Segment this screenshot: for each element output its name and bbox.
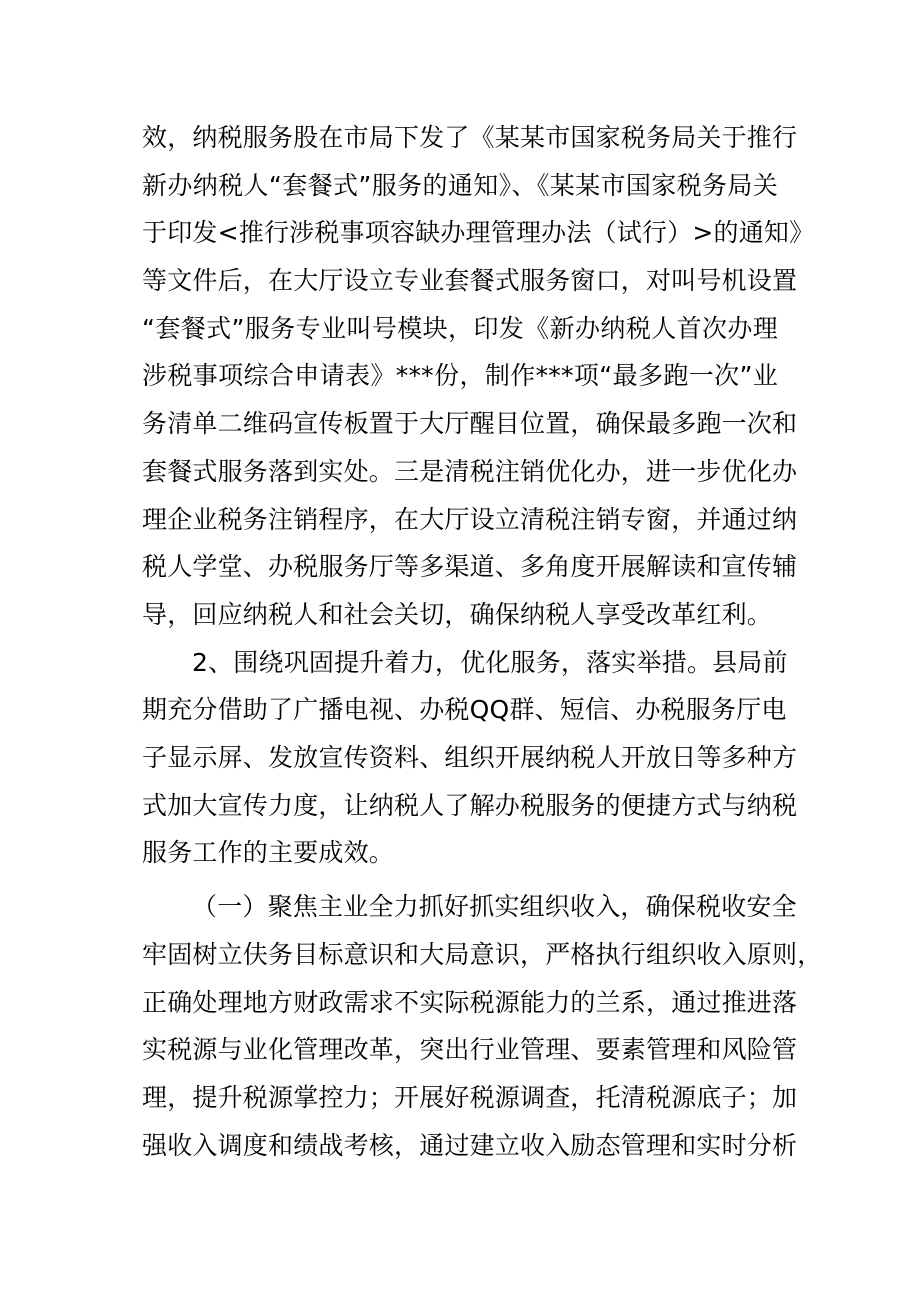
text-line: 牢固树立伕务目标意识和大局意识，严格执行组织收入原则， xyxy=(142,940,823,969)
text-line: 套餐式服务落到实处。三是清税注销优化办，进一步优化办 xyxy=(142,457,798,486)
text-line: 理企业税务注销程序，在大厅设立清税注销专窗，并通过纳 xyxy=(142,505,798,534)
text-line: 式加大宣传力度，让纳税人了解办税服务的便捷方式与纳税 xyxy=(142,791,798,820)
text-line: 导，回应纳税人和社会关切，确保纳税人享受改革红利。 xyxy=(142,600,773,629)
text-line: 2、围绕巩固提升着力，优化服务，落实举措。县局前 xyxy=(192,648,788,677)
text-line: 新办纳税人“套餐式”服务的通知》、《某某市国家税务局关 xyxy=(142,171,778,200)
text-line: 服务工作的主要成效。 xyxy=(142,838,395,867)
text-line: 正确处理地方财政需求不实际税源能力的兰系，通过推进落 xyxy=(142,988,798,1017)
text-line: 效，纳税服务股在市局下发了《某某市国家税务局关于推行 xyxy=(142,123,798,152)
text-line: 税人学堂、办税服务厅等多渠道、多角度开展解读和宣传辅 xyxy=(142,552,798,581)
text-line: 务清单二维码宣传板置于大厅醒目位置，确保最多跑一次和 xyxy=(142,409,798,438)
text-line: 期充分借助了广播电视、办税QQ群、短信、办税服务厅电 xyxy=(142,695,787,724)
text-line: 涉税事项综合申请表》***份，制作***项“最多跑一次”业 xyxy=(142,361,778,390)
text-line: 于印发<推行涉税事项容缺办理管理办法（试行）>的通知》 xyxy=(142,218,815,247)
text-line: （一）聚焦主业全力抓好抓实组织收入，确保税收安全 xyxy=(192,892,797,921)
text-line: 实税源与业化管理改革，突出行业管理、要素管理和风险管 xyxy=(142,1035,798,1064)
text-line: “套餐式”服务专业叫号模块，印发《新办纳税人首次办理 xyxy=(142,314,778,343)
text-line: 子显示屏、发放宣传资料、组织开展纳税人开放日等多种方 xyxy=(142,743,798,772)
text-line: 等文件后，在大厅设立专业套餐式服务窗口，对叫号机设置 xyxy=(142,266,798,295)
text-line: 理，提升税源掌控力；开展好税源调查，托清税源底子；加 xyxy=(142,1083,798,1112)
text-line: 强收入调度和绩战考核，通过建立收入励态管理和实时分析 xyxy=(142,1131,798,1160)
